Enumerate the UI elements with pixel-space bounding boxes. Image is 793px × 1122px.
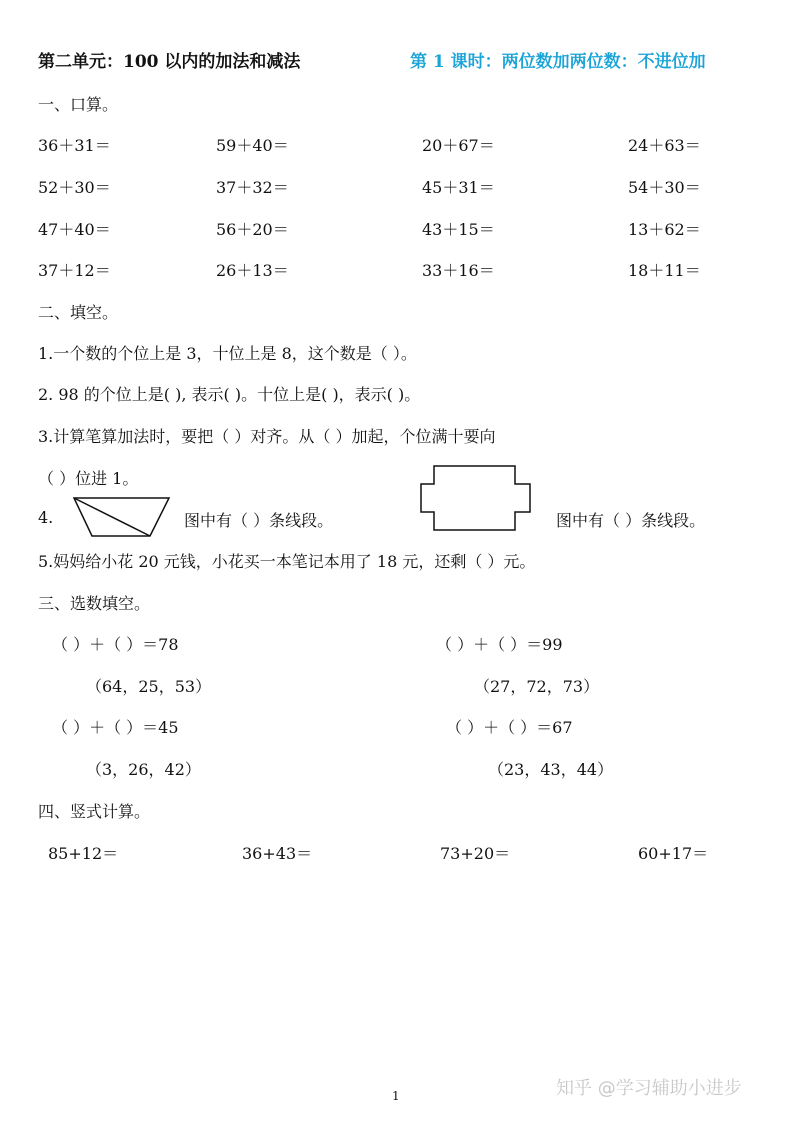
section1-heading: 一、口算。	[38, 95, 119, 114]
vertical-calc-item: 85+12＝	[48, 844, 119, 863]
oral-calc-item: 33＋16＝	[422, 261, 495, 280]
oral-calc-item: 45＋31＝	[422, 178, 495, 197]
fill-question-5: 5.妈妈给小花 20 元钱，小花买一本笔记本用了 18 元，还剩（ ）元。	[38, 552, 536, 571]
fill-question-2: 2. 98 的个位上是( ), 表示( )。十位上是( )，表示( )。	[38, 385, 421, 404]
oral-calc-item: 59＋40＝	[216, 136, 289, 155]
choose-options: （27，72，73）	[474, 677, 600, 696]
choose-equation: （ ）＋（ ）＝67	[446, 718, 573, 737]
choose-equation: （ ）＋（ ）＝45	[52, 718, 179, 737]
choose-options: （64，25，53）	[86, 677, 212, 696]
oral-calc-item: 43＋15＝	[422, 220, 495, 239]
oral-calc-item: 47＋40＝	[38, 220, 111, 239]
vertical-calc-item: 36+43＝	[242, 844, 313, 863]
trapezoid-figure	[72, 495, 172, 539]
fill-question-3: 3.计算笔算加法时，要把（ ）对齐。从（ ）加起，个位满十要向	[38, 427, 496, 446]
section3-heading: 三、选数填空。	[38, 594, 151, 613]
oral-calc-item: 20＋67＝	[422, 136, 495, 155]
oral-calc-item: 18＋11＝	[628, 261, 701, 280]
section2-heading: 二、填空。	[38, 303, 119, 322]
oral-calc-item: 13＋62＝	[628, 220, 701, 239]
vertical-calc-item: 60+17＝	[638, 844, 709, 863]
fill-question-4-b: 图中有（ ）条线段。	[556, 511, 706, 530]
fill-question-4-number: 4.	[38, 508, 54, 527]
unit-title: 第二单元：100 以内的加法和减法	[38, 52, 301, 72]
page-number: 1	[392, 1089, 400, 1103]
choose-options: （23，43，44）	[488, 760, 614, 779]
vertical-calc-item: 73+20＝	[440, 844, 511, 863]
lesson-title: 第 1 课时：两位数加两位数：不进位加	[410, 52, 706, 72]
oral-calc-item: 52＋30＝	[38, 178, 111, 197]
choose-options: （3，26，42）	[86, 760, 201, 779]
fill-question-4-a: 图中有（ ）条线段。	[184, 511, 334, 530]
oral-calc-item: 36＋31＝	[38, 136, 111, 155]
choose-equation: （ ）＋（ ）＝99	[436, 635, 563, 654]
watermark: 知乎 @学习辅助小进步	[556, 1078, 742, 1099]
oral-calc-item: 37＋32＝	[216, 178, 289, 197]
oral-calc-item: 26＋13＝	[216, 261, 289, 280]
fill-question-3-cont: （ ）位进 1。	[38, 469, 139, 488]
oral-calc-item: 54＋30＝	[628, 178, 701, 197]
oral-calc-item: 24＋63＝	[628, 136, 701, 155]
cross-shape-figure	[420, 464, 532, 532]
oral-calc-item: 56＋20＝	[216, 220, 289, 239]
section4-heading: 四、竖式计算。	[38, 802, 151, 821]
fill-question-1: 1.一个数的个位上是 3，十位上是 8，这个数是（ ）。	[38, 344, 417, 363]
oral-calc-item: 37＋12＝	[38, 261, 111, 280]
choose-equation: （ ）＋（ ）＝78	[52, 635, 179, 654]
